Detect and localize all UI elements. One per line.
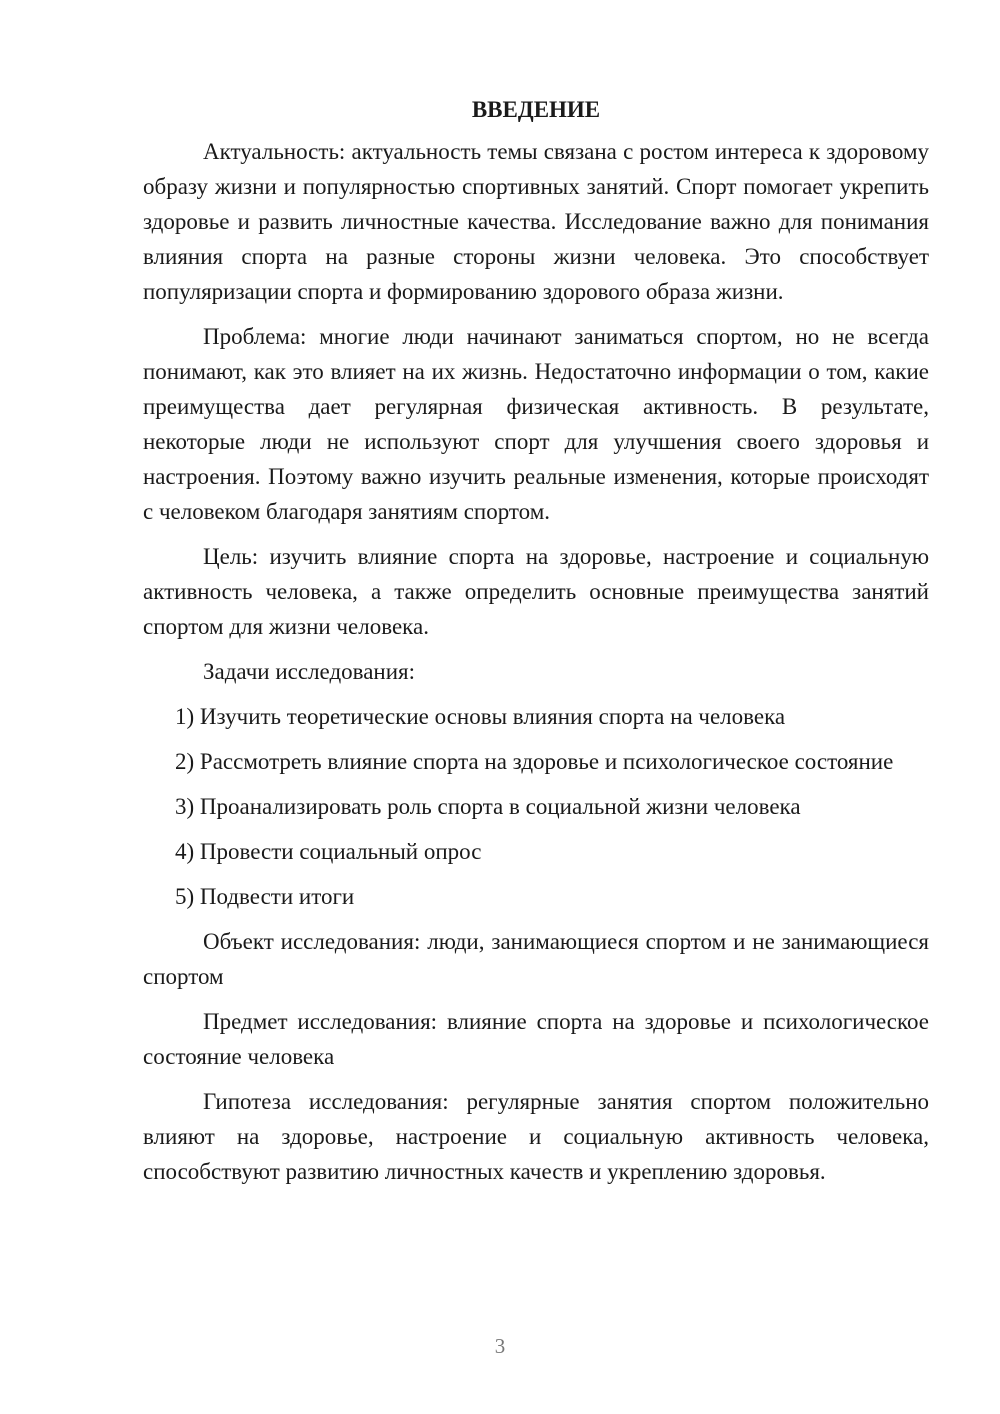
paragraph-problem: Проблема: многие люди начинают заниматься спортом, но не всегда понимают, как это влияет на их жизнь. Недостаточно информации о том, какие преимущества дает регулярная физическая активность. В результате, некоторые люди не используют спорт для улучшения своего здоровья и настроения. Поэтому важно изучить реальные изменения, которые происходят с человеком благодаря занятиям спортом. [143,324,929,524]
paragraph-subject: Предмет исследования: влияние спорта на здоровье и психологическое состояние человека [143,1009,929,1069]
task-item-3: 3) Проанализировать роль спорта в социальной жизни человека [175,794,801,819]
paragraph-relevance: Актуальность: актуальность темы связана с ростом интереса к здоровому образу жизни и популярностью спортивных занятий. Спорт помогает укрепить здоровье и развить личностные качества. Исследование важно для понимания влияния спорта на разные стороны жизни человека. Это способствует популяризации спорта и формированию здорового образа жизни. [143,139,929,304]
page-content [143,95,929,1199]
section-heading: ВВЕДЕНИЕ [471,97,601,122]
task-item-5: 5) Подвести итоги [175,884,355,909]
tasks-title: Задачи исследования: [203,659,416,684]
paragraph-hypothesis: Гипотеза исследования: регулярные занятия спортом положительно влияют на здоровье, настроение и социальную активность человека, способствуют развитию личностных качеств и укреплению здоровья. [143,1089,929,1184]
task-item-2: 2) Рассмотреть влияние спорта на здоровье и психологическое состояние [175,749,894,774]
page-number: 3 [494,1334,506,1358]
task-item-4: 4) Провести социальный опрос [175,839,482,864]
paragraph-goal: Цель: изучить влияние спорта на здоровье, настроение и социальную активность человека, а также определить основные преимущества занятий спортом для жизни человека. [143,544,929,639]
paragraph-object: Объект исследования: люди, занимающиеся спортом и не занимающиеся спортом [143,929,929,989]
task-item-1: 1) Изучить теоретические основы влияния спорта на человека [175,704,786,729]
